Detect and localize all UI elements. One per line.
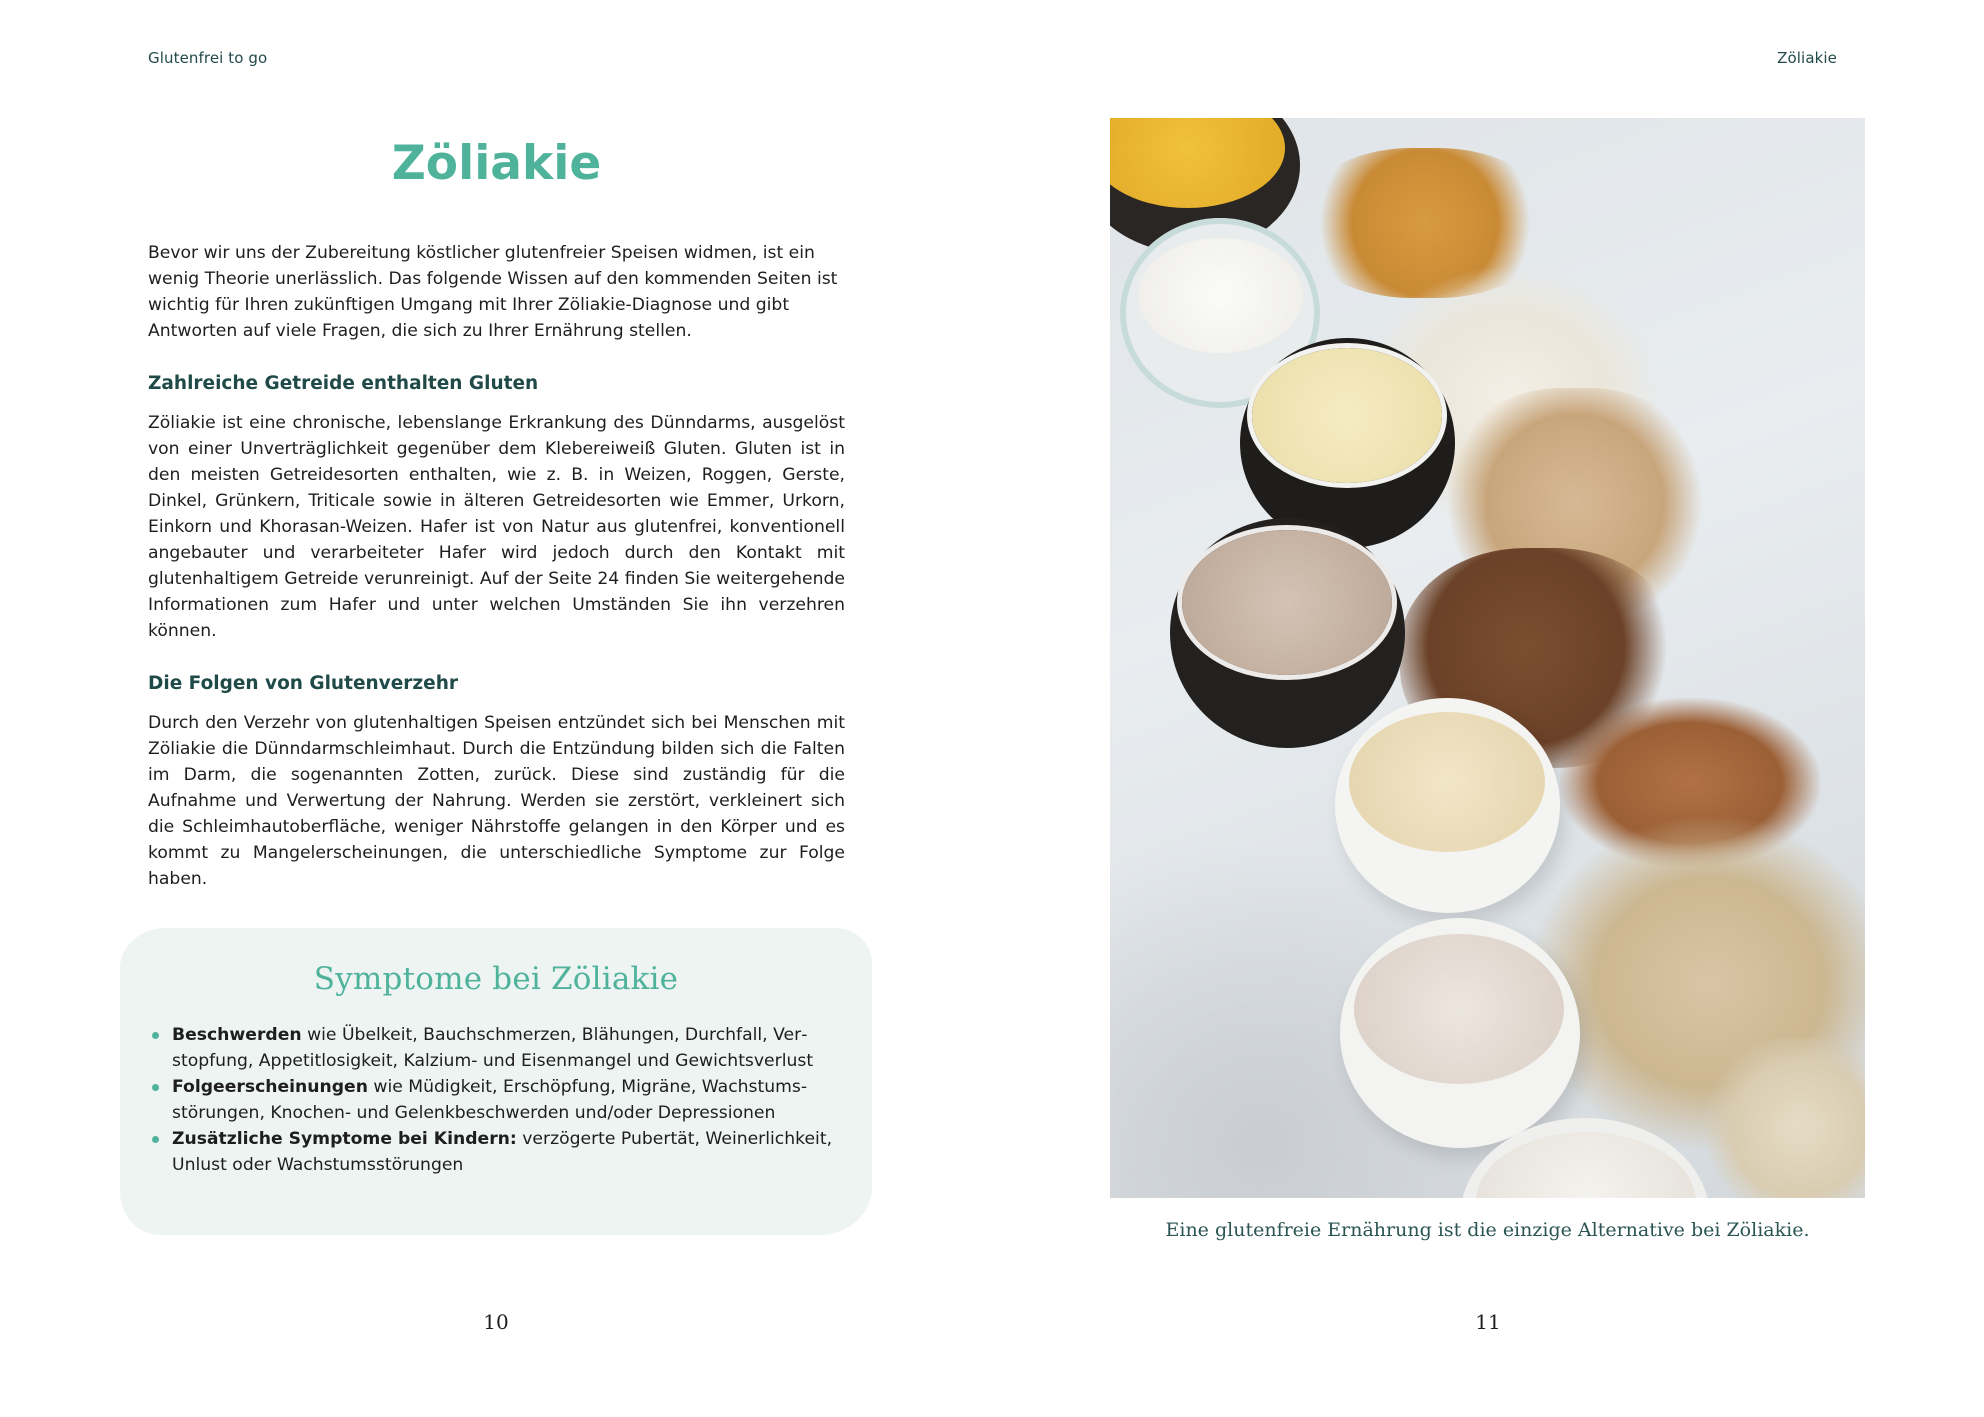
right-page — [992, 0, 1984, 1417]
section-heading-consequences: Die Folgen von Glutenverzehr — [148, 673, 459, 694]
page-number-right: 11 — [1475, 1310, 1501, 1334]
symptoms-list — [152, 1022, 852, 1178]
symptoms-box-title: Symptome bei Zöliakie — [313, 961, 679, 997]
symptom-item-text: wie Müdigkeit, Erschöpfung, Migräne, Wachstumsstörungen, Knochen- und Gelenkbeschwerden und/oder Depressionen — [172, 1077, 808, 1123]
running-head-left: Glutenfrei to go — [148, 49, 268, 67]
section-body-consequences: Durch den Verzehr von glutenhaltigen Speisen entzündet sich bei Menschen mit Zöliakie die Dünndarmschleimhaut. Durch die Entzündung bilden sich die Falten im Darm, die sogenannten Zotten, zurück. Diese sind zuständig für die Aufnahme und Verwertung der Nahrung. Werden sie zerstört, verkleinert sich die Schleimhautoberfläche, weniger Nährstoffe gelangen in den Körper und es kommt zu Mangelerscheinungen, die unterschiedliche Symptome zur Folge haben. — [148, 713, 845, 889]
symptom-item — [152, 1126, 852, 1178]
bullet-dot-icon — [152, 1032, 159, 1039]
almond-flour-bowl — [1335, 698, 1560, 913]
symptom-item-label: Folgeerscheinungen — [172, 1077, 368, 1097]
section-body-consequences-block — [148, 710, 845, 892]
quinoa-pile — [1700, 1038, 1865, 1198]
symptom-item-label: Beschwerden — [172, 1025, 302, 1045]
symptom-item — [152, 1074, 852, 1126]
section-heading-gluten-grains: Zahlreiche Getreide enthalten Gluten — [148, 373, 539, 394]
symptom-item-text: verzögerte Pubertät, Weinerlichkeit, Unlust oder Wachstumsstörungen — [172, 1129, 833, 1175]
intro-paragraph-block — [148, 240, 845, 344]
symptom-item — [152, 1022, 852, 1074]
symptom-item-text: wie Übelkeit, Bauchschmerzen, Blähungen, Durchfall, Verstopfung, Appetitlosigkeit, Kalzium- und Eisenmangel und Gewichtsverlust — [172, 1025, 814, 1071]
section-body-gluten-grains: Zöliakie ist eine chronische, lebenslange Erkrankung des Dünndarms, ausgelöst von einer Unverträglichkeit gegenüber dem Klebereiweiß Gluten. Gluten ist in den meisten Getreidesorten enthalten, wie z. B. in Weizen, Roggen, Gerste, Dinkel, Grünkern, Triticale sowie in älteren Getreidesorten wie Emmer, Urkorn, Einkorn und Khorasan-Weizen. Hafer ist von Natur aus glutenfrei, konventionell angebauter und verarbeiteter Hafer wird jedoch durch den Kontakt mit glutenhaltigem Getreide verunreinigt. Auf der Seite 24 finden Sie weitergehende Informationen zum Hafer und unter welchen Umständen Sie ihn verzehren können. — [148, 413, 845, 641]
chickpea-flour-bowl — [1240, 338, 1455, 548]
bullet-dot-icon — [152, 1136, 159, 1143]
page-title: Zöliakie — [391, 136, 602, 191]
buckwheat-flour-bowl — [1170, 518, 1405, 748]
page-number-left: 10 — [483, 1310, 509, 1334]
photo-caption: Eine glutenfreie Ernährung ist die einzige Alternative bei Zöliakie. — [1165, 1219, 1810, 1241]
millet-flour-bowl — [1340, 918, 1580, 1148]
symptom-item-label: Zusätzliche Symptome bei Kindern: — [172, 1129, 517, 1149]
flours-photo — [1110, 118, 1865, 1198]
symptoms-info-box — [120, 928, 872, 1235]
intro-paragraph: Bevor wir uns der Zubereitung köstlicher glutenfreier Speisen widmen, ist ein wenig Theorie unerlässlich. Das folgende Wissen auf den kommenden Seiten ist wichtig für Ihren zukünftigen Umgang mit Ihrer Zöliakie-Diagnose und gibt Antworten auf viele Fragen, die sich zu Ihrer Ernährung stellen. — [148, 243, 838, 341]
running-head-right: Zöliakie — [1777, 49, 1837, 67]
bullet-dot-icon — [152, 1084, 159, 1091]
section-body-gluten-grains-block — [148, 410, 845, 644]
